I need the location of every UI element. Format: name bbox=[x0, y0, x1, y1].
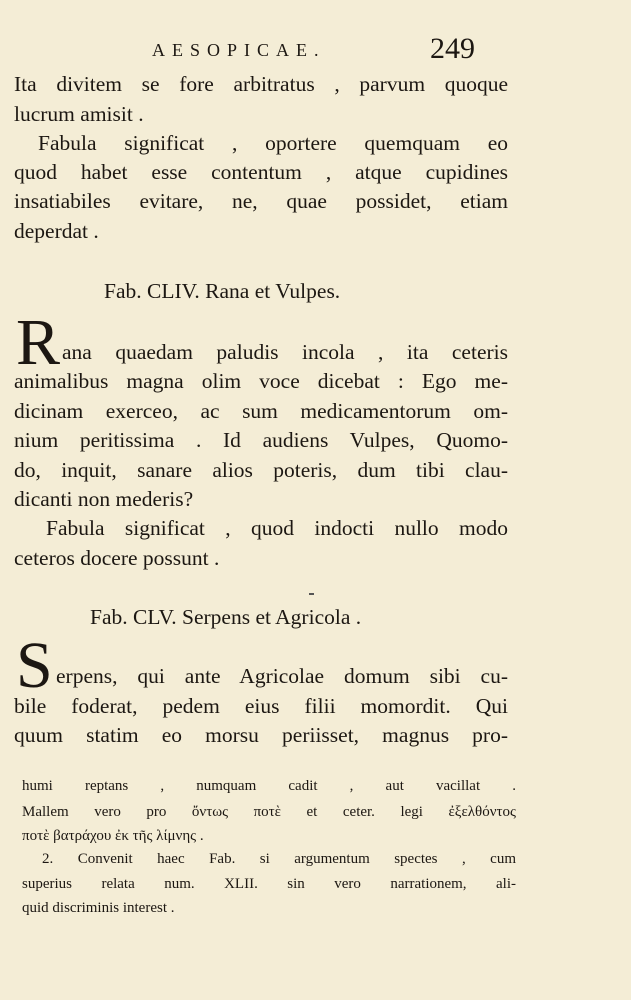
text-line: Ita divitem se fore arbitratus , parvum quoque bbox=[14, 72, 508, 96]
drop-cap: S bbox=[16, 629, 53, 702]
text-line: quod habet esse contentum , atque cupidines bbox=[14, 160, 508, 184]
text-line: dicinam exerceo, ac sum medicamentorum om- bbox=[14, 399, 508, 423]
fable-heading: Fab. CLIV. Rana et Vulpes. bbox=[104, 279, 341, 303]
text-line: Fabula significat , oportere quemquam eo bbox=[38, 131, 508, 155]
text-line: Fabula significat , quod indocti nullo modo bbox=[46, 516, 508, 540]
footnote-line: 2. Convenit haec Fab. si argumentum spectes , cum bbox=[42, 851, 516, 867]
text-line: ceteros docere possunt . bbox=[14, 546, 220, 570]
running-header: AESOPICAE. bbox=[152, 40, 326, 60]
text-line: lucrum amisit . bbox=[14, 102, 144, 126]
text-line: deperdat . bbox=[14, 219, 99, 243]
fable-heading: Fab. CLV. Serpens et Agricola . bbox=[90, 605, 362, 629]
footnote-line: Mallem vero pro ὄντως ποτὲ et ceter. legi ἐξελθόντος bbox=[22, 804, 516, 820]
footnote-line: ποτὲ βατράχου ἐκ τῆς λίμνης . bbox=[22, 828, 204, 844]
text-line: dicanti non mederis? bbox=[14, 487, 194, 511]
text-line: ana quaedam paludis incola , ita ceteris bbox=[62, 340, 508, 364]
text-line: do, inquit, sanare alios poteris, dum tibi clau- bbox=[14, 458, 508, 482]
footnote-line: humi reptans , numquam cadit , aut vacillat . bbox=[22, 778, 516, 794]
text-line: bile foderat, pedem eius filii momordit. Qui bbox=[14, 694, 508, 718]
text-line: nium peritissima . Id audiens Vulpes, Quomo- bbox=[14, 428, 508, 452]
text-line: erpens, qui ante Agricolae domum sibi cu- bbox=[56, 664, 508, 688]
drop-cap: R bbox=[16, 306, 61, 379]
text-line: animalibus magna olim voce dicebat : Ego me- bbox=[14, 369, 508, 393]
footnote-line: superius relata num. XLII. sin vero narrationem, ali- bbox=[22, 876, 516, 892]
footnote-line: quid discriminis interest . bbox=[22, 900, 175, 916]
text-line: insatiabiles evitare, ne, quae possidet, etiam bbox=[14, 189, 508, 213]
text-line: quum statim eo morsu periisset, magnus pro- bbox=[14, 723, 508, 747]
separator-mark bbox=[309, 593, 314, 595]
page-number: 249 bbox=[430, 32, 475, 65]
